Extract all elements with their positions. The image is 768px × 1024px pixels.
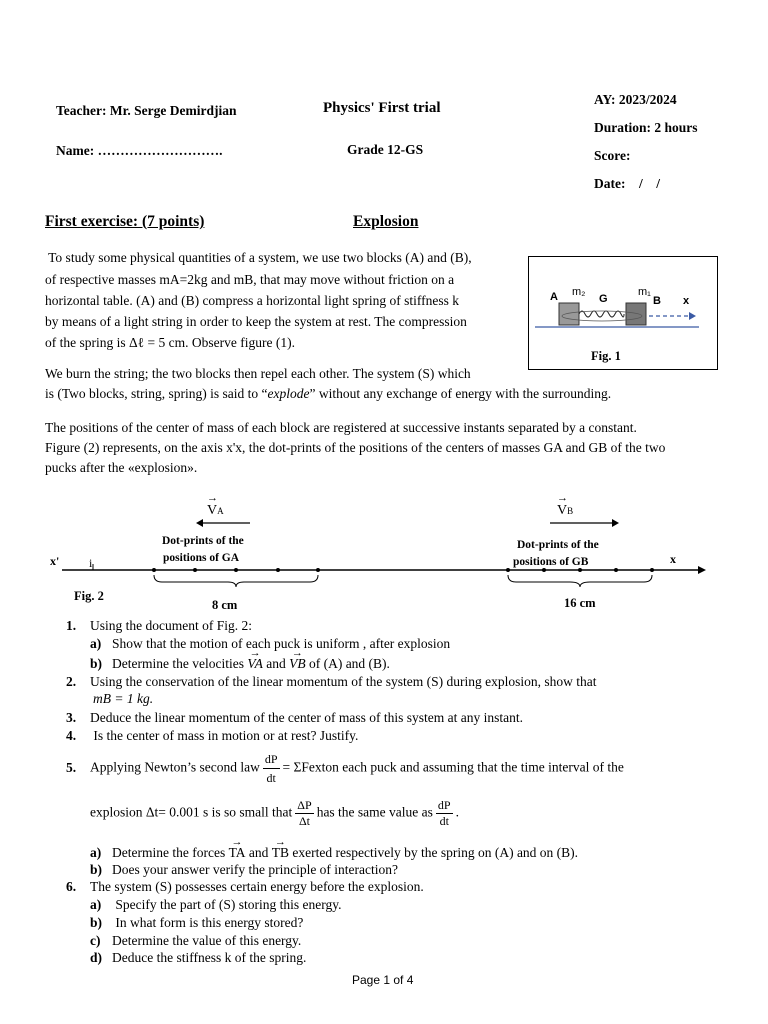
- para2-line-1: The positions of the center of mass of each block are registered at successive instants separated by a constant.: [45, 420, 637, 435]
- exercise-topic: Explosion: [353, 213, 419, 230]
- fig1-label-a: A: [550, 291, 558, 303]
- fig2-caption: Fig. 2: [74, 589, 104, 603]
- velocity-b-subscript: B: [567, 506, 574, 516]
- question-1b-text-end: of (A) and (B).: [305, 656, 390, 671]
- length-a-label: 8 cm: [212, 598, 238, 612]
- question-1-text: Using the document of Fig. 2:: [90, 618, 252, 633]
- dot-prints-a-line-1: Dot-prints of the: [162, 535, 244, 547]
- dp-dt-fraction-2: [436, 798, 453, 829]
- figure-1-drawing: [529, 257, 717, 369]
- intro-line-5: of the spring is Δℓ = 5 cm. Observe figure (1).: [45, 335, 295, 350]
- velocity-b-label: [557, 503, 573, 519]
- dot-prints-b-line-2: positions of GB: [513, 556, 589, 568]
- document-title: Physics' First trial: [323, 100, 441, 116]
- question-5-line-2-end: .: [455, 804, 459, 820]
- figure-2: [0, 495, 768, 620]
- question-4: [66, 727, 358, 745]
- length-b-label: 16 cm: [564, 596, 596, 610]
- question-4-number: 4.: [66, 728, 77, 743]
- question-4-text: Is the center of mass in motion or at rest? Justify.: [90, 728, 359, 743]
- question-1-number: 1.: [66, 618, 77, 633]
- fig1-caption: Fig. 1: [591, 349, 621, 363]
- figure-1: [528, 256, 718, 370]
- question-6d: [90, 949, 306, 967]
- question-6-text: The system (S) possesses certain energy before the explosion.: [90, 879, 424, 894]
- velocity-a-symbol: → V: [207, 503, 217, 519]
- force-tb-vector: → TB: [272, 844, 289, 862]
- intro-line-4: by means of a light string in order to keep the system at rest. The compression: [45, 314, 467, 329]
- para2-line-2: Figure (2) represents, on the axis x'x, the dot-prints of the positions of the centers of masses GA and GB of the two: [45, 440, 666, 455]
- velocity-a-label: [207, 503, 224, 519]
- question-6b-letter: b): [90, 915, 103, 930]
- question-6d-text: Deduce the stiffness k of the spring.: [112, 950, 307, 965]
- question-2-equation: mB = 1 kg.: [93, 691, 154, 706]
- intro-line-7-emphasis: explode: [267, 386, 310, 401]
- intro-line-7-start: is (Two blocks, string, spring) is said to “: [45, 386, 268, 401]
- question-6b: [90, 914, 303, 932]
- question-1b-and: and: [262, 656, 290, 671]
- student-name-field: Name: ……………………….: [56, 143, 223, 158]
- question-6c-text: Determine the value of this energy.: [112, 933, 302, 948]
- academic-year: AY: 2023/2024: [594, 92, 677, 107]
- grade-label: Grade 12-GS: [347, 142, 424, 157]
- dp-dt-fraction: [263, 750, 280, 787]
- question-6a-letter: a): [90, 897, 102, 912]
- force-ta-vector: → TA: [229, 844, 246, 862]
- score-label: Score:: [594, 148, 631, 163]
- intro-line-7-end: ” without any exchange of energy with the surrounding.: [309, 386, 612, 401]
- question-6b-text: In what form is this energy stored?: [112, 915, 304, 930]
- question-5b-text: Does your answer verify the principle of interaction?: [112, 862, 399, 877]
- velocity-b-symbol: → V: [557, 503, 567, 519]
- intro-line-6: We burn the string; the two blocks then repel each other. The system (S) which: [45, 366, 471, 381]
- question-1b-text-start: Determine the velocities: [112, 656, 248, 671]
- velocity-va-vector: → VA: [247, 655, 263, 673]
- delta-p-numerator: ΔP: [297, 798, 312, 812]
- question-5-text-end: on each puck and assuming that the time interval of the: [325, 759, 624, 775]
- dot-prints-a-line-2: positions of GA: [163, 552, 240, 564]
- question-5a-text-end: exerted respectively by the spring on (A) and on (B).: [289, 845, 579, 860]
- dot-prints-b-line-1: Dot-prints of the: [517, 539, 599, 551]
- velocity-vb-vector: → VB: [289, 655, 306, 673]
- question-2-text: Using the conservation of the linear momentum of the system (S) during explosion, show that: [90, 674, 597, 689]
- question-5: [66, 750, 624, 787]
- question-5-line-2-middle: has the same value as: [316, 804, 433, 820]
- question-1a-text: Show that the motion of each puck is uniform , after explosion: [112, 636, 451, 651]
- axis-x-prime-label: x': [50, 554, 60, 568]
- velocity-a-subscript: A: [217, 506, 224, 516]
- intro-line-1: To study some physical quantities of a system, we use two blocks (A) and (B),: [45, 250, 472, 265]
- question-1: [66, 617, 252, 635]
- question-3-text: Deduce the linear momentum of the center of mass of this system at any instant.: [90, 710, 524, 725]
- question-5-line-2-start: explosion Δt= 0.001 s is so small that: [90, 804, 293, 820]
- question-5b-letter: b): [90, 862, 103, 877]
- question-6c-letter: c): [90, 933, 101, 948]
- fig1-label-g: G: [599, 293, 608, 305]
- date-label: Date: / /: [594, 176, 660, 191]
- page-number: Page 1 of 4: [352, 973, 414, 987]
- dt-denominator: dt: [266, 771, 276, 785]
- sum-fext: = ΣFext: [282, 759, 326, 775]
- para2-line-3: pucks after the «explosion».: [45, 460, 198, 475]
- delta-t-denominator: Δt: [298, 814, 311, 828]
- question-2: [66, 673, 597, 691]
- dt-denominator-2: dt: [439, 814, 449, 828]
- question-5b: [90, 861, 398, 879]
- fig1-label-m1: m₁: [638, 286, 651, 298]
- question-5-number: 5.: [66, 759, 77, 775]
- question-5a: [90, 844, 578, 862]
- fig1-label-x: x: [683, 295, 690, 307]
- question-6-number: 6.: [66, 879, 77, 894]
- question-3-number: 3.: [66, 710, 77, 725]
- axis-x-label: x: [670, 552, 676, 566]
- question-6d-letter: d): [90, 950, 103, 965]
- duration: Duration: 2 hours: [594, 120, 698, 135]
- dp-numerator: dP: [263, 750, 280, 769]
- intro-line-3: horizontal table. (A) and (B) compress a horizontal light spring of stiffness k: [45, 293, 460, 308]
- question-3: [66, 709, 523, 727]
- question-6a-text: Specify the part of (S) storing this energy.: [112, 897, 342, 912]
- question-5-line-2: [90, 798, 459, 829]
- intro-line-7: [45, 386, 611, 402]
- question-1a-letter: a): [90, 636, 102, 651]
- exercise-heading: First exercise: (7 points): [45, 213, 205, 230]
- question-2-number: 2.: [66, 674, 77, 689]
- question-5a-and: and: [245, 845, 272, 860]
- question-1b: [90, 655, 390, 673]
- question-5a-text-start: Determine the forces: [112, 845, 229, 860]
- intro-line-2: of respective masses mA=2kg and mB, that may move without friction on a: [45, 272, 455, 287]
- question-5-text-start: Applying Newton’s second law: [90, 759, 260, 775]
- question-1a: [90, 635, 450, 653]
- question-1b-letter: b): [90, 656, 103, 671]
- figure-2-drawing: [0, 495, 768, 620]
- delta-p-fraction: [295, 798, 313, 829]
- teacher-name: Teacher: Mr. Serge Demirdjian: [56, 103, 237, 118]
- dp-numerator-2: dP: [437, 798, 451, 812]
- question-6c: [90, 932, 301, 950]
- fig1-label-m2: m₂: [572, 286, 586, 298]
- question-6: [66, 878, 424, 896]
- question-6a: [90, 896, 341, 914]
- question-5a-letter: a): [90, 845, 102, 860]
- unit-vector-i-label: i: [89, 556, 93, 570]
- fig1-label-b: B: [653, 295, 661, 307]
